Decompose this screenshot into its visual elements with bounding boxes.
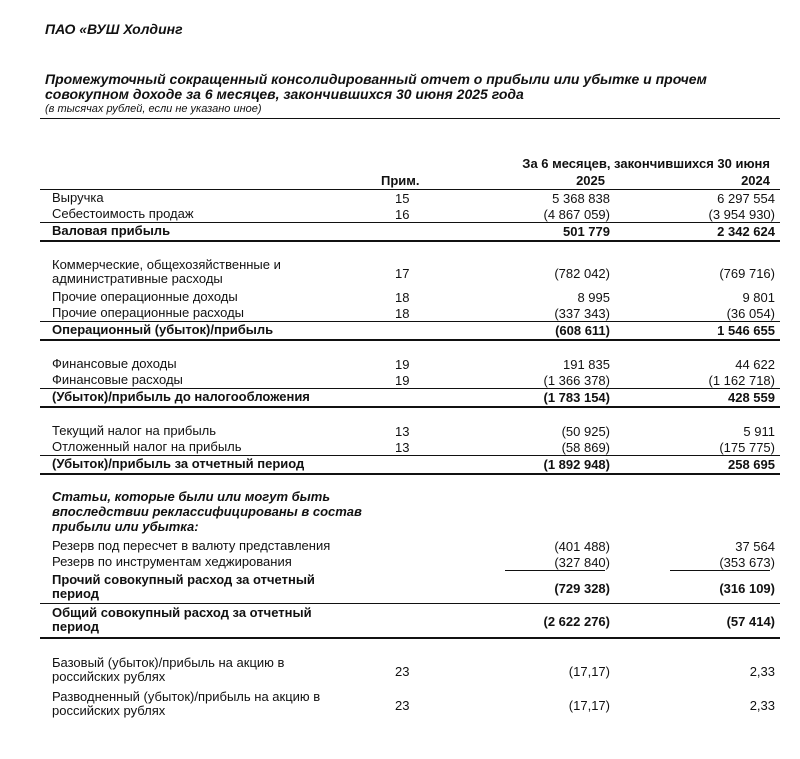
row-value-2024: 37 564 [735, 539, 775, 554]
row-value-2024: 428 559 [728, 390, 775, 405]
row-label: Отложенный налог на прибыль [52, 439, 242, 454]
row-value-2025: (1 892 948) [543, 457, 610, 472]
row-note: 23 [395, 698, 410, 713]
row-value-2025: (337 343) [554, 306, 610, 321]
row-value-2024: (57 414) [726, 614, 775, 629]
row-value-2025: (50 925) [561, 424, 610, 439]
row-rule [40, 603, 780, 604]
report-title: Промежуточный сокращенный консолидированный отчет о прибыли или убытке и прочем совокупном доходе за 6 месяцев, закончившихся 30 июня 2025 года [45, 71, 707, 102]
row-value-2024: 9 801 [742, 290, 775, 305]
row-label: Текущий налог на прибыль [52, 423, 217, 438]
row-value-2024: 2 342 624 [717, 224, 775, 239]
value-rule [505, 570, 605, 571]
column-header-rule [40, 189, 780, 190]
row-note: 17 [395, 266, 410, 281]
row-value-2025: 501 779 [563, 224, 610, 239]
row-rule [40, 240, 780, 242]
row-label: Базовый (убыток)/прибыль на акцию в российских рублях [52, 655, 285, 684]
period-header: За 6 месяцев, закончившихся 30 июня [522, 156, 770, 171]
year-2024-header: 2024 [741, 173, 770, 188]
row-value-2025: (401 488) [554, 539, 610, 554]
row-value-2024: (3 954 930) [708, 207, 775, 222]
row-note: 23 [395, 664, 410, 679]
row-label: (Убыток)/прибыль за отчетный период [52, 456, 305, 471]
row-value-2024: 2,33 [749, 698, 775, 713]
company-name: ПАО «ВУШ Холдинг [45, 21, 183, 37]
row-value-2025: 5 368 838 [552, 191, 610, 206]
row-note: 19 [395, 373, 410, 388]
row-value-2025: (4 867 059) [543, 207, 610, 222]
row-value-2025: (1 783 154) [543, 390, 610, 405]
row-label: (Убыток)/прибыль до налогообложения [52, 389, 310, 404]
row-note: 13 [395, 440, 410, 455]
row-note: 18 [395, 306, 410, 321]
row-value-2025: (1 366 378) [543, 373, 610, 388]
row-value-2024: (316 109) [719, 581, 775, 596]
row-value-2024: (353 673) [719, 555, 775, 570]
row-value-2024: (1 162 718) [708, 373, 775, 388]
row-label: Общий совокупный расход за отчетный период [52, 605, 312, 634]
header-rule [40, 118, 780, 119]
row-value-2024: 2,33 [749, 664, 775, 679]
row-label: Коммерческие, общехозяйственные и административные расходы [52, 257, 281, 286]
row-value-2024: 5 911 [743, 424, 775, 439]
year-2025-header: 2025 [576, 173, 605, 188]
value-rule [670, 570, 770, 571]
row-label: Прочий совокупный расход за отчетный период [52, 572, 315, 601]
row-value-2025: (58 869) [561, 440, 610, 455]
row-rule [40, 339, 780, 341]
row-note: 16 [395, 207, 410, 222]
row-value-2025: (2 622 276) [543, 614, 610, 629]
row-rule [40, 473, 780, 475]
row-label: Финансовые доходы [52, 356, 177, 371]
row-label: Резерв по инструментам хеджирования [52, 554, 292, 569]
row-rule [40, 406, 780, 408]
row-label: Себестоимость продаж [52, 206, 194, 221]
row-label: Валовая прибыль [52, 223, 171, 238]
row-value-2025: (17,17) [568, 664, 610, 679]
row-value-2025: (327 840) [554, 555, 610, 570]
note-column-header: Прим. [381, 173, 420, 188]
row-label: Прочие операционные расходы [52, 305, 245, 320]
row-label: Операционный (убыток)/прибыль [52, 322, 274, 337]
row-value-2025: (608 611) [555, 323, 610, 338]
row-note: 19 [395, 357, 410, 372]
row-note: 13 [395, 424, 410, 439]
row-label: Финансовые расходы [52, 372, 183, 387]
row-label: Разводненный (убыток)/прибыль на акцию в российских рублях [52, 689, 321, 718]
row-value-2025: 191 835 [563, 357, 610, 372]
row-value-2024: 6 297 554 [717, 191, 775, 206]
row-note: 18 [395, 290, 410, 305]
row-label: Выручка [52, 190, 104, 205]
row-value-2024: 44 622 [735, 357, 775, 372]
oci-section-heading: Статьи, которые были или могут быть впоследствии реклассифицированы в состав прибыли или убытка: [52, 489, 362, 534]
row-value-2025: (782 042) [554, 266, 610, 281]
row-value-2024: (175 775) [719, 440, 775, 455]
row-value-2025: 8 995 [577, 290, 610, 305]
row-value-2024: (36 054) [726, 306, 775, 321]
report-subtitle: (в тысячах рублей, если не указано иное) [45, 103, 262, 115]
row-label: Резерв под пересчет в валюту представления [52, 538, 331, 553]
row-value-2024: 258 695 [728, 457, 775, 472]
row-value-2024: 1 546 655 [717, 323, 775, 338]
row-label: Прочие операционные доходы [52, 289, 238, 304]
row-value-2025: (729 328) [554, 581, 610, 596]
row-note: 15 [395, 191, 410, 206]
row-value-2024: (769 716) [719, 266, 775, 281]
row-rule [40, 637, 780, 639]
row-value-2025: (17,17) [568, 698, 610, 713]
